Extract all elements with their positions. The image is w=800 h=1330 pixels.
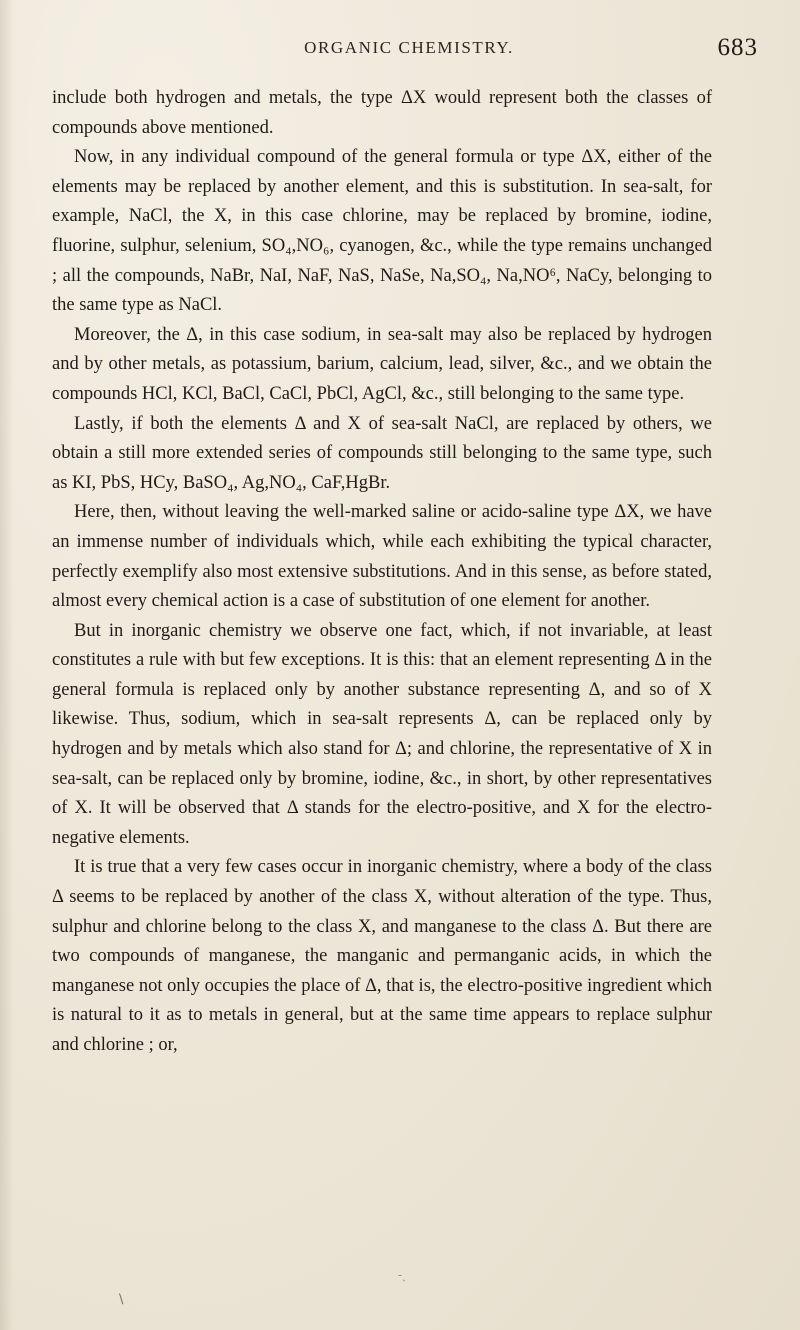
page-edge-shadow	[0, 0, 14, 1330]
paragraph-2: Now, in any individual compound of the general formula or type ΔX, either of the elements may be replaced by another element, and this is substitution. In sea-salt, for example, NaCl, the X, in this case chlorine, may be replaced by bromine, iodine, fluorine, sulphur, selenium, SO₄,NO₆, cyanogen, &c., while the type remains unchanged ; all the compounds, NaBr, NaI, NaF, NaS, NaSe, Na,SO₄, Na,NO⁶, NaCy, belonging to the same type as NaCl.	[52, 147, 712, 316]
signature-mark: \	[119, 1292, 124, 1307]
page-number: 683	[717, 34, 758, 61]
paragraph-7: It is true that a very few cases occur in inorganic chemistry, where a body of the class Δ seems to be replaced by another of the class X, without alteration of the type. Thus, sulphur and chlorine belong to the class X, and manganese to the class Δ. But there are two compounds of manganese, the manganic and permanganic acids, in which the manganese not only occupies the place of Δ, that is, the electro-positive ingredient which is natural to it as to metals in general, but at the same time appears to replace sulphur and chlorine ; or,	[52, 857, 712, 1055]
paragraph-6: But in inorganic chemistry we observe one fact, which, if not invariable, at least constitutes a rule with but few exceptions. It is this: that an element representing Δ in the general formula is replaced only by another substance representing Δ, and so of X likewise. Thus, sodium, which in sea-salt represents Δ, can be replaced only by hydrogen and by metals which also stand for Δ; and chlorine, the representative of X in sea-salt, can be replaced only by bromine, iodine, &c., in short, by other representatives of X. It will be observed that Δ stands for the electro-positive, and X for the electro-negative elements.	[52, 620, 712, 848]
body-text	[52, 84, 712, 1061]
paragraph-5: Here, then, without leaving the well-marked saline or acido-saline type ΔX, we have an immense number of individuals which, while each exhibiting the typical character, perfectly exemplify also most extensive substitutions. And in this sense, as before stated, almost every chemical action is a case of substitution of one element for another.	[52, 502, 712, 612]
running-title: ORGANIC CHEMISTRY.	[304, 38, 514, 57]
paragraph-4: Lastly, if both the elements Δ and X of sea-salt NaCl, are replaced by others, we obtain a still more extended series of compounds still belonging to the same type, such as KI, PbS, HCy, BaSO₄, Ag,NO₄, CaF,HgBr.	[52, 413, 712, 493]
page-header	[60, 34, 758, 64]
ink-speck: ˗ˏ	[398, 1268, 406, 1282]
paragraph-1: include both hydrogen and metals, the type ΔX would represent both the classes of compounds above mentioned.	[52, 88, 712, 138]
paragraph-3: Moreover, the Δ, in this case sodium, in sea-salt may also be replaced by hydrogen and by other metals, as potassium, barium, calcium, lead, silver, &c., and we obtain the compounds HCl, KCl, BaCl, CaCl, PbCl, AgCl, &c., still belonging to the same type.	[52, 324, 712, 404]
